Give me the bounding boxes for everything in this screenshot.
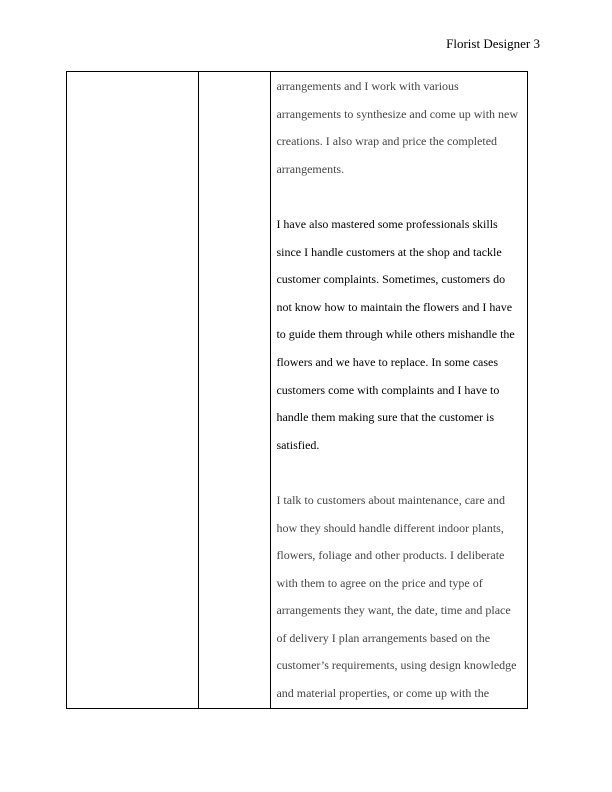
table-cell-right bbox=[271, 72, 528, 709]
table-row bbox=[67, 72, 528, 709]
table-cell-middle bbox=[199, 72, 271, 709]
cell-text-block bbox=[271, 72, 527, 708]
content-table bbox=[66, 71, 528, 709]
table-cell-left bbox=[67, 72, 199, 709]
paragraph-professional-skills: I have also mastered some professionals skills since I handle customers at the shop and tackle customer complaints. Sometimes, customers do not know how to maintain the flowers and I have to guide them through while others mishandle the flowers and we have to replace. In some cases customers come with complaints and I have to handle them making sure that the customer is satisfied. bbox=[276, 216, 515, 452]
running-head: Florist Designer 3 bbox=[446, 36, 540, 51]
paragraph-arrangements: arrangements and I work with various arrangements to synthesize and come up with new creations. I also wrap and price the completed arrangements. bbox=[276, 79, 519, 176]
paragraph-spacer bbox=[276, 459, 521, 487]
paragraph-customer-talk: I talk to customers about maintenance, care and how they should handle different indoor plants, flowers, foliage and other products. I deliberate with them to agree on the price and type of arrangements they want, the date, time and place of delivery I plan arrangements based on the customer’s requirements, using design knowledge and material properties, or come up with the bbox=[276, 492, 517, 701]
paragraph-spacer bbox=[276, 183, 521, 211]
